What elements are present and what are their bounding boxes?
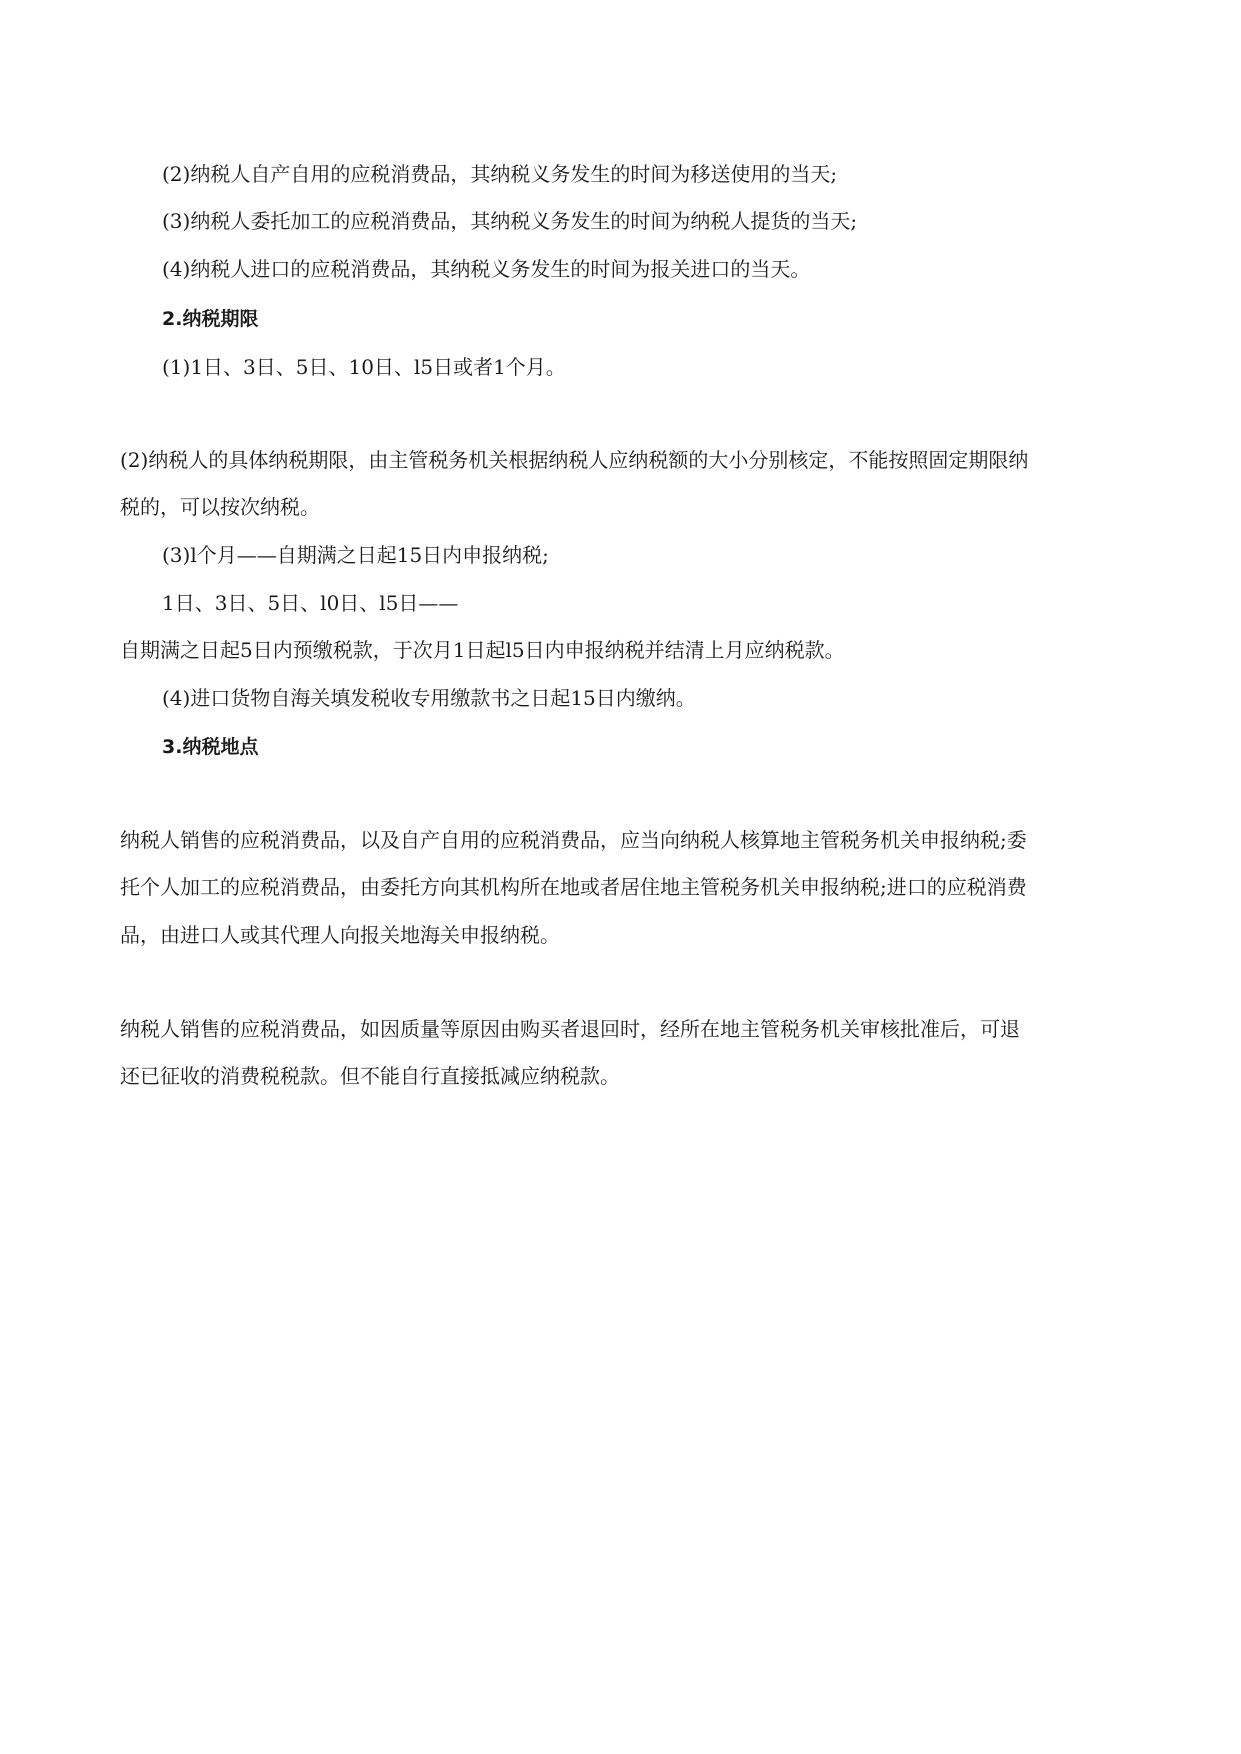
paragraph-period-determination-line1: (2)纳税人的具体纳税期限，由主管税务机关根据纳税人应纳税额的大小分别核定，不能按照固定期限纳	[120, 448, 1029, 472]
paragraph-import-payment: (4)进口货物自海关填发税收专用缴款书之日起15日内缴纳。	[162, 686, 696, 710]
paragraph-daily-periods: 1日、3日、5日、l0日、l5日——	[162, 591, 459, 615]
paragraph-self-use-timing: (2)纳税人自产自用的应税消费品，其纳税义务发生的时间为移送使用的当天;	[162, 162, 838, 186]
paragraph-processing-timing: (3)纳税人委托加工的应税消费品，其纳税义务发生的时间为纳税人提货的当天;	[162, 209, 858, 233]
paragraph-location-line3: 品，由进口人或其代理人向报关地海关申报纳税。	[120, 923, 560, 947]
paragraph-refund-line1: 纳税人销售的应税消费品，如因质量等原因由购买者退回时，经所在地主管税务机关审核批准后，可退	[120, 1017, 1020, 1041]
paragraph-location-line2: 托个人加工的应税消费品，由委托方向其机构所在地或者居住地主管税务机关申报纳税;进口的应税消费	[120, 875, 1027, 899]
paragraph-import-timing: (4)纳税人进口的应税消费品，其纳税义务发生的时间为报关进口的当天。	[162, 257, 811, 281]
paragraph-period-options: (1)1日、3日、5日、10日、l5日或者1个月。	[162, 355, 566, 379]
section-heading-tax-period: 2.纳税期限	[162, 308, 259, 330]
paragraph-period-determination-line2: 税的，可以按次纳税。	[120, 495, 320, 519]
paragraph-refund-line2: 还已征收的消费税税款。但不能自行直接抵减应纳税款。	[120, 1064, 620, 1088]
paragraph-monthly-filing: (3)l个月——自期满之日起15日内申报纳税;	[162, 543, 549, 567]
paragraph-prepayment: 自期满之日起5日内预缴税款，于次月1日起l5日内申报纳税并结清上月应纳税款。	[120, 638, 845, 662]
paragraph-location-line1: 纳税人销售的应税消费品，以及自产自用的应税消费品，应当向纳税人核算地主管税务机关申报纳税;委	[120, 828, 1027, 852]
section-heading-tax-location: 3.纳税地点	[162, 736, 259, 758]
